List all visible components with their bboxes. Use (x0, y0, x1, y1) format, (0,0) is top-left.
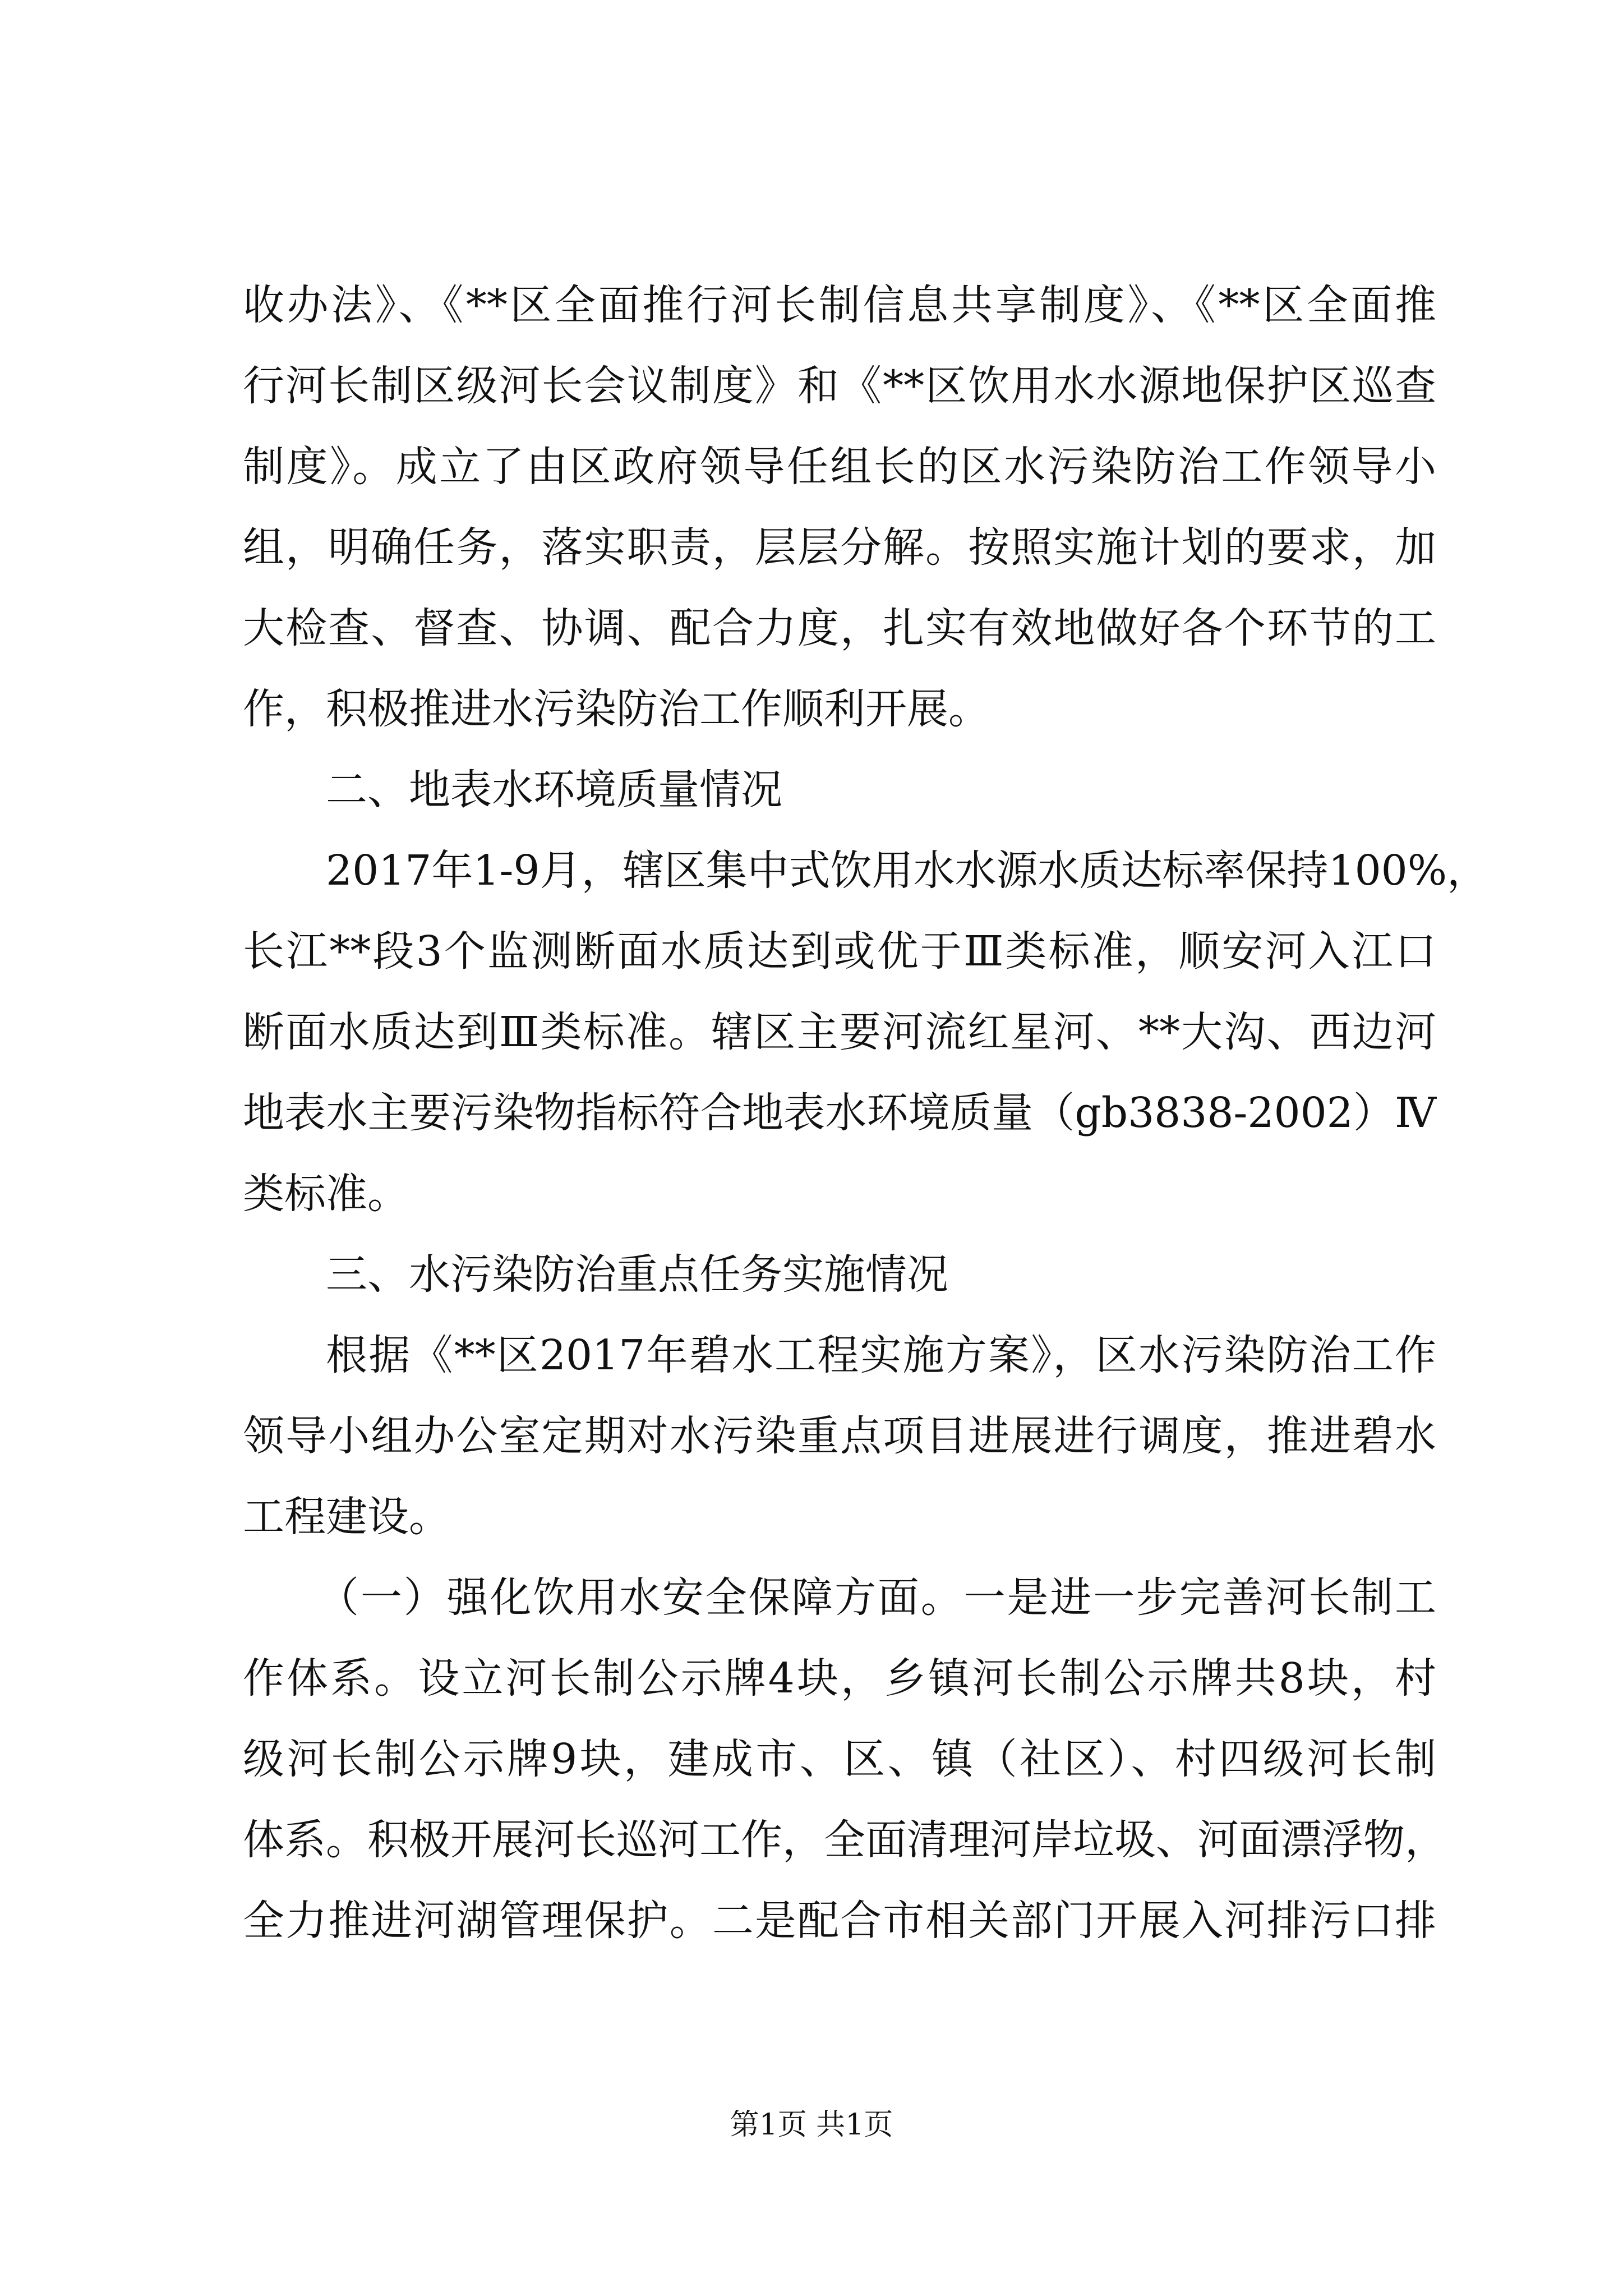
page-footer: 第1页 共1页 (730, 2108, 893, 2142)
text-line: 级河长制公示牌9块，建成市、区、镇（社区）、村四级河长制 (243, 1735, 1436, 1783)
text-line: 工程建设。 (243, 1493, 450, 1541)
text-line: 大检查、督查、协调、配合力度，扎实有效地做好各个环节的工 (243, 604, 1436, 652)
text-line: 作体系。设立河长制公示牌4块，乡镇河长制公示牌共8块，村 (243, 1654, 1436, 1703)
text-line: （一）强化饮用水安全保障方面。一是进一步完善河长制工 (317, 1573, 1436, 1622)
text-line: 二、地表水环境质量情况 (326, 766, 782, 814)
text-line: 根据《**区2017年碧水工程实施方案》，区水污染防治工作 (326, 1331, 1436, 1379)
text-line: 长江**段3个监测断面水质达到或优于Ⅲ类标准，顺安河入江口 (243, 927, 1436, 976)
text-line: 全力推进河湖管理保护。二是配合市相关部门开展入河排污口排 (243, 1897, 1436, 1945)
text-line: 类标准。 (243, 1170, 409, 1218)
text-line: 2017年1-9月，辖区集中式饮用水水源水质达标率保持100%， (326, 846, 1489, 895)
text-line: 三、水污染防治重点任务实施情况 (326, 1250, 948, 1299)
text-line: 地表水主要污染物指标符合地表水环境质量（gb3838-2002）Ⅳ (243, 1089, 1436, 1137)
text-line: 领导小组办公室定期对水污染重点项目进展进行调度，推进碧水 (243, 1412, 1436, 1460)
text-line: 断面水质达到Ⅲ类标准。辖区主要河流红星河、**大沟、西边河 (243, 1008, 1436, 1056)
text-line: 作，积极推进水污染防治工作顺利开展。 (243, 685, 990, 733)
text-line: 收办法》、《**区全面推行河长制信息共享制度》、《**区全面推 (243, 281, 1436, 329)
text-line: 组，明确任务，落实职责，层层分解。按照实施计划的要求，加 (243, 523, 1436, 572)
document-body (243, 265, 1489, 1961)
text-line: 体系。积极开展河长巡河工作，全面清理河岸垃圾、河面漂浮物， (243, 1816, 1446, 1864)
text-line: 制度》。成立了由区政府领导任组长的区水污染防治工作领导小 (243, 443, 1436, 491)
text-line: 行河长制区级河长会议制度》和《**区饮用水水源地保护区巡查 (243, 362, 1436, 410)
